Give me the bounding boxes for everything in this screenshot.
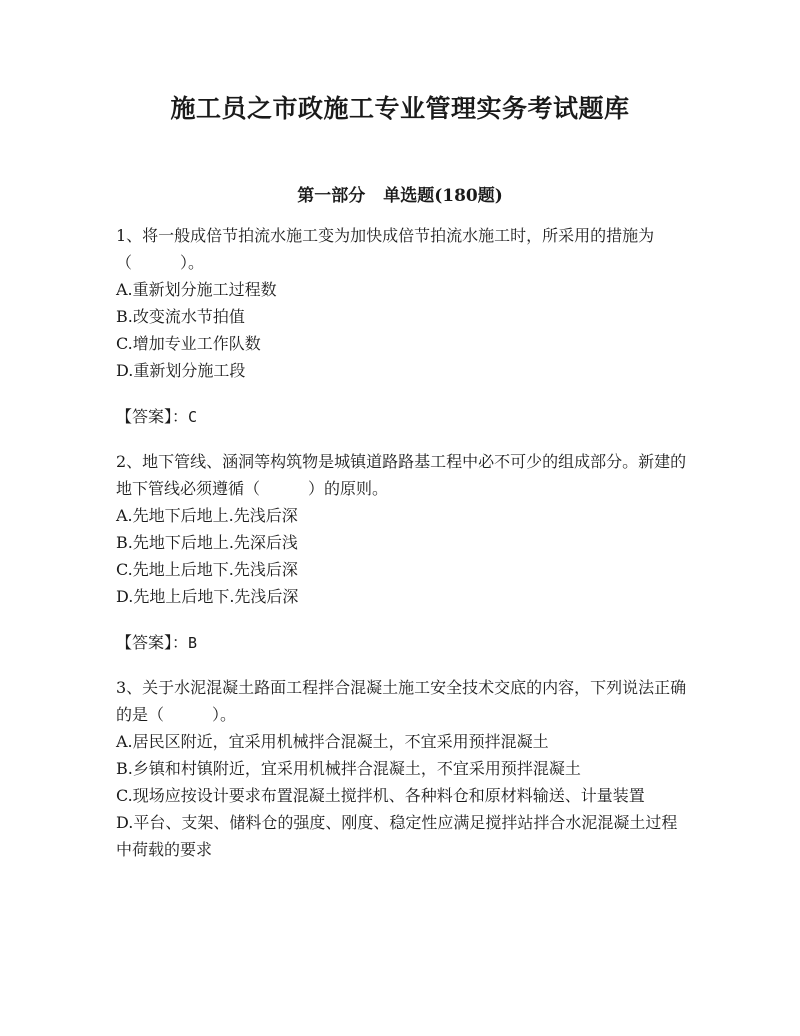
section-part: 第一部分	[297, 186, 366, 206]
option-item: D.平台、支架、储料仓的强度、刚度、稳定性应满足搅拌站拌合水泥混凝土过程中荷载的要求	[116, 813, 678, 859]
answer-line	[116, 403, 690, 431]
question-text: 2、地下管线、涵洞等构筑物是城镇道路路基工程中必不可少的组成部分。新建的地下管线必须遵循（ ）的原则。	[116, 452, 687, 498]
option-item: C.先地上后地下.先浅后深	[116, 560, 298, 579]
question-text: 3、关于水泥混凝土路面工程拌合混凝土施工安全技术交底的内容，下列说法正确的是（ ）。	[116, 678, 687, 724]
question-item	[116, 448, 690, 657]
answer-label: 【答案】：	[116, 407, 189, 426]
document-title: 施工员之市政施工专业管理实务考试题库	[170, 94, 630, 123]
option-item: D.先地上后地下.先浅后深	[116, 587, 299, 606]
option-list	[116, 276, 690, 384]
option-item: B.改变流水节拍值	[116, 307, 245, 326]
question-item	[116, 222, 690, 431]
answer-label: 【答案】：	[116, 633, 189, 652]
option-list	[116, 502, 690, 610]
answer-line	[116, 629, 690, 657]
option-list	[116, 728, 690, 863]
option-item: B.乡镇和村镇附近，宜采用机械拌合混凝土，不宜采用预拌混凝土	[116, 759, 581, 778]
option-item: A.居民区附近，宜采用机械拌合混凝土，不宜采用预拌混凝土	[116, 732, 549, 751]
option-item: A.重新划分施工过程数	[116, 280, 277, 299]
section-name: 单选题(180题)	[383, 186, 503, 206]
question-item	[116, 674, 690, 863]
option-item: C.现场应按设计要求布置混凝土搅拌机、各种料仓和原材料输送、计量装置	[116, 786, 645, 805]
question-text: 1、将一般成倍节拍流水施工变为加快成倍节拍流水施工时，所采用的措施为（ ）。	[116, 226, 655, 272]
answer-value: B	[188, 634, 198, 652]
section-heading	[0, 184, 800, 208]
option-item: C.增加专业工作队数	[116, 334, 261, 353]
option-item: A.先地下后地上.先浅后深	[116, 506, 298, 525]
answer-value: C	[188, 408, 198, 426]
option-item: D.重新划分施工段	[116, 361, 246, 380]
question-list	[116, 222, 690, 863]
option-item: B.先地下后地上.先深后浅	[116, 533, 298, 552]
